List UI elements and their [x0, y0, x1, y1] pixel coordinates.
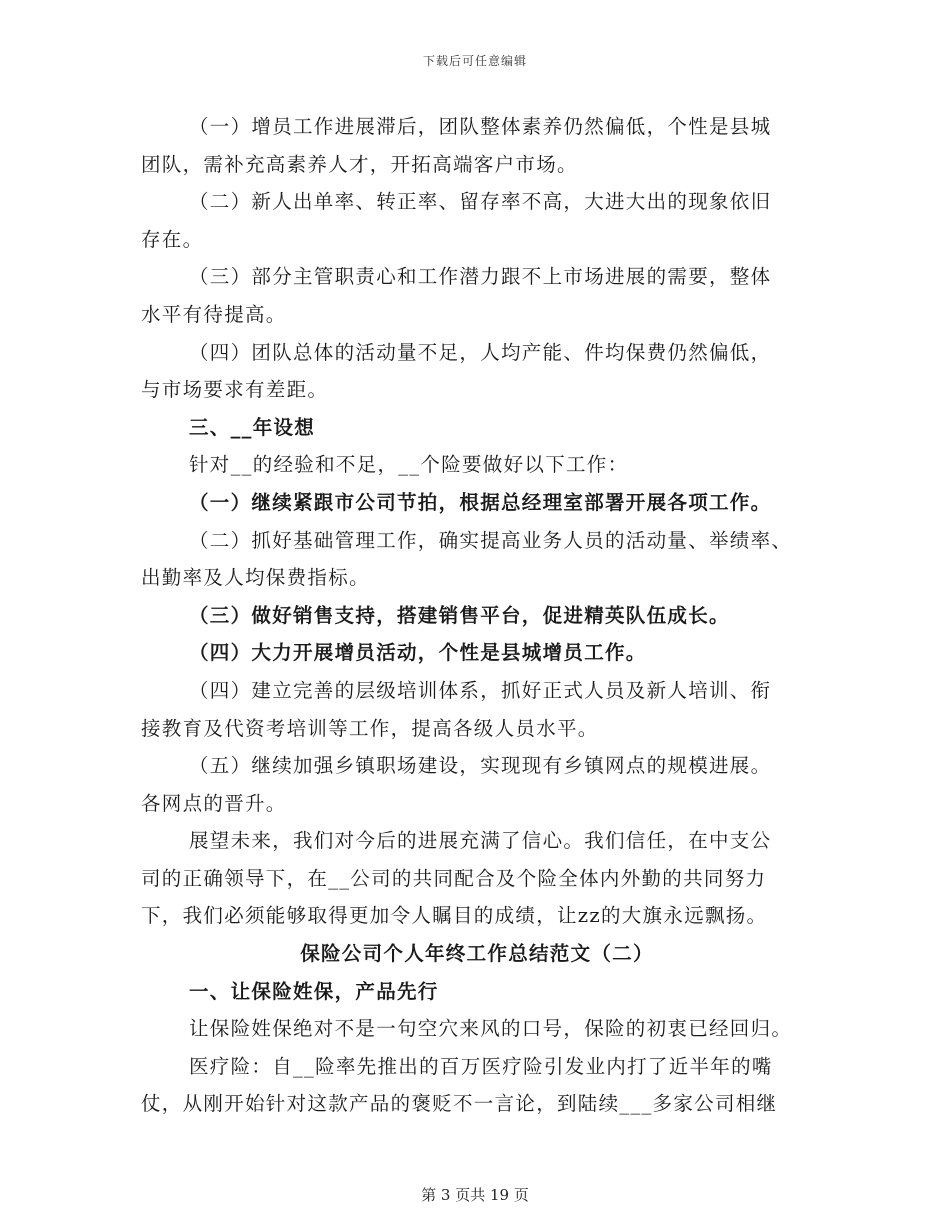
paragraph-line: （二）抓好基础管理工作，确实提高业务人员的活动量、举绩率、	[189, 528, 793, 552]
paragraph-line: （一）增员工作进展滞后，团队整体素养仍然偏低，个性是县城	[189, 115, 772, 138]
paragraph-line: 出勤率及人均保费指标。	[141, 566, 370, 590]
paragraph-line: 针对__的经验和不足，__个险要做好以下工作：	[189, 453, 629, 477]
paragraph-line: 下，我们必须能够取得更加令人瞩目的成绩，让zz的大旗永远飘扬。	[141, 904, 768, 928]
paragraph-line: 各网点的晋升。	[141, 791, 287, 815]
paragraph-line: 水平有待提高。	[141, 302, 287, 326]
bold-item: （四）大力开展增员活动，个性是县城增员工作。	[189, 641, 647, 665]
section-heading: 一、让保险姓保，产品先行	[189, 979, 439, 1003]
paragraph-line: （二）新人出单率、转正率、留存率不高，大进大出的现象依旧	[189, 190, 772, 214]
document-body	[141, 108, 813, 1123]
paragraph-line: 与市场要求有差距。	[141, 378, 329, 402]
paragraph-line: 司的正确领导下，在__公司的共同配合及个险全体内外勤的共同努力	[141, 866, 767, 890]
paragraph-line: 医疗险：自__险率先推出的百万医疗险引发业内打了近半年的嘴	[189, 1054, 773, 1078]
paragraph-line: 展望未来，我们对今后的进展充满了信心。我们信任，在中支公	[189, 829, 772, 853]
section-heading: 三、__年设想	[189, 415, 316, 439]
document-title: 保险公司个人年终工作总结范文（二）	[300, 942, 654, 966]
paragraph-line: 让保险姓保绝对不是一句空穴来风的口号，保险的初衷已经回归。	[189, 1017, 793, 1041]
bold-item: （一）继续紧跟市公司节拍，根据总经理室部署开展各项工作。	[189, 490, 772, 514]
paragraph-line: 接教育及代资考培训等工作，提高各级人员水平。	[141, 716, 599, 740]
paragraph-line: （四）团队总体的活动量不足，人均产能、件均保费仍然偏低，	[189, 340, 772, 364]
page-number: 第 3 页共 19 页	[421, 1186, 529, 1204]
paragraph-line: 团队，需补充高素养人才，开拓高端客户市场。	[141, 152, 578, 176]
paragraph-line: 仗，从刚开始针对这款产品的褒贬不一言论，到陆续___多家公司相继	[141, 1092, 778, 1116]
paragraph-line: （四）建立完善的层级培训体系，抓好正式人员及新人培训、衔	[189, 678, 772, 702]
paragraph-line: （五）继续加强乡镇职场建设，实现现有乡镇网点的规模进展。	[189, 754, 772, 778]
paragraph-line: （三）部分主管职责心和工作潜力跟不上市场进展的需要，整体	[189, 265, 772, 289]
paragraph-line: 存在。	[141, 227, 204, 251]
page-header: 下载后可任意编辑	[422, 54, 527, 68]
bold-item: （三）做好销售支持，搭建销售平台，促进精英队伍成长。	[189, 603, 730, 627]
